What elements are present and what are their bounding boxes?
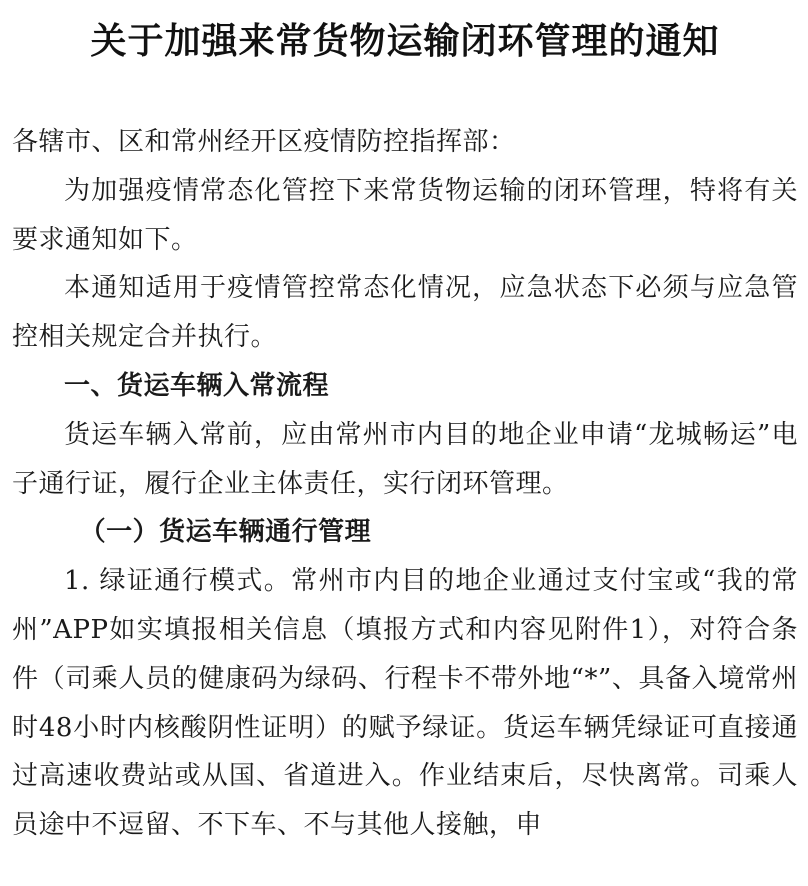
section-paragraph: 货运车辆入常前，应由常州市内目的地企业申请“龙城畅运”电子通行证，履行企业主体责任，实行闭环管理。 [12,419,798,499]
intro-paragraph: 本通知适用于疫情管控常态化情况，应急状态下必须与应急管控相关规定合并执行。 [12,273,798,353]
document-body [12,118,798,850]
document-title: 关于加强来常货物运输闭环管理的通知 [90,21,720,62]
salutation: 各辖市、区和常州经开区疫情防控指挥部： [12,127,516,157]
section-heading: 一、货运车辆入常流程 [64,370,330,401]
intro-paragraph: 为加强疫情常态化管控下来常货物运输的闭环管理，特将有关要求通知如下。 [12,175,798,255]
subsection-paragraph: 1. 绿证通行模式。常州市内目的地企业通过支付宝或“我的常州”APP如实填报相关信息（填报方式和内容见附件1），对符合条件（司乘人员的健康码为绿码、行程卡不带外地“*”、具备入境常州时48小时内核酸阴性证明）的赋予绿证。货运车辆凭绿证可直接通过高速收费站或从国、省道进入。作业结束后，尽快离常。司乘人员途中不逗留、不下车、不与其他人接触，申 [12,566,798,841]
subsection-heading: （一）货运车辆通行管理 [79,517,372,548]
